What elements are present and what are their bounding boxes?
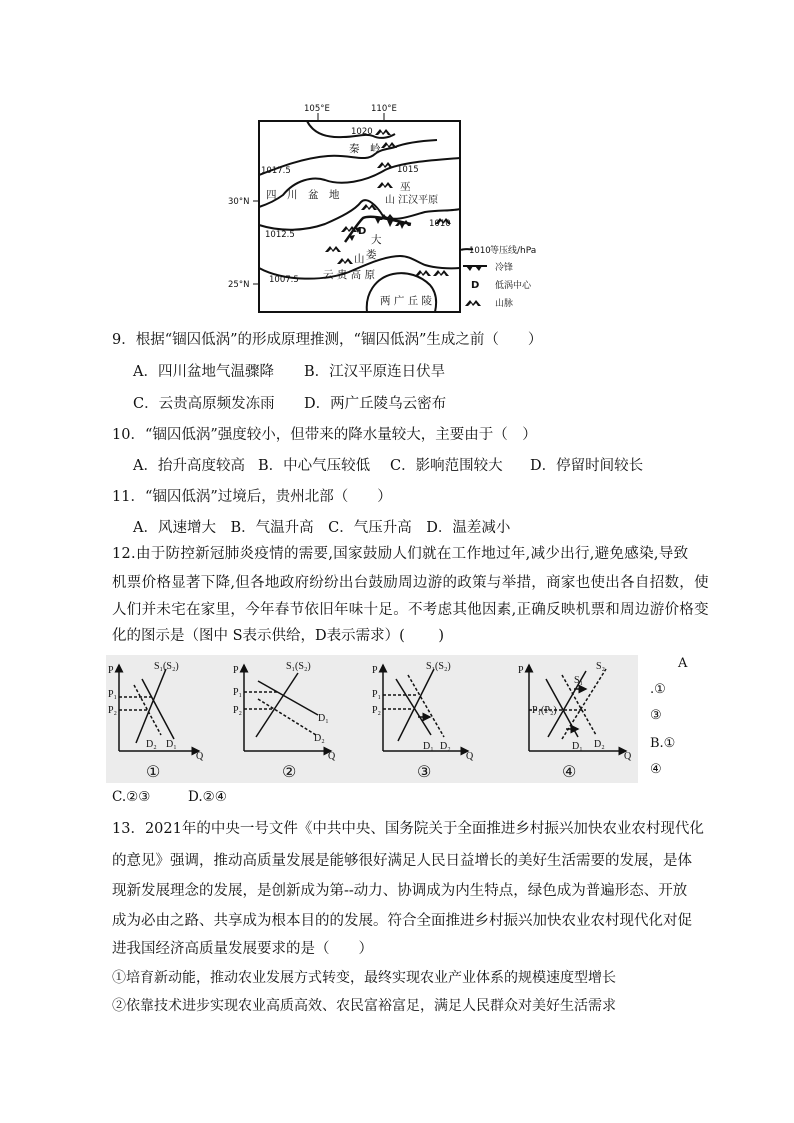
graph-number-1: ① — [146, 764, 161, 781]
isobar-label-1020: 1020 — [351, 127, 373, 137]
map-legend — [461, 244, 536, 309]
lat-label-30: 30°N — [228, 197, 250, 207]
q13-line-1: 13．2021年的中央一号文件《中共中央、国务院关于全面推进乡村振兴加快农业农村现代化 — [112, 821, 704, 837]
place-sichuan: 四 川 盆 地 — [266, 189, 340, 201]
svg-text:D₂: D₂ — [314, 733, 325, 744]
q10-option-c[interactable]: C．影响范围较大 — [390, 458, 503, 474]
q10-stem: 10．“锢囚低涡”强度较小，但带来的降水量较大，主要由于（ ） — [112, 427, 537, 443]
q11-stem: 11．“锢囚低涡”过境后，贵州北部（ ） — [112, 489, 392, 505]
svg-text:P: P — [108, 665, 114, 676]
q12-option-d[interactable]: D.②④ — [188, 789, 227, 805]
svg-text:P: P — [518, 665, 524, 676]
svg-text:P: P — [233, 665, 239, 676]
svg-text:S₁(S₂): S₁(S₂) — [286, 661, 311, 672]
svg-text:Q: Q — [466, 751, 474, 762]
svg-text:P₂: P₂ — [108, 705, 118, 716]
svg-text:P: P — [372, 665, 378, 676]
svg-text:Q: Q — [196, 751, 204, 762]
graph-number-4: ④ — [562, 764, 577, 781]
graph-number-2: ② — [282, 764, 297, 781]
q13-statement-1[interactable]: ①培育新动能，推动农业发展方式转变，最终实现农业产业体系的规模速度型增长 — [112, 970, 616, 986]
q12-line-3: 人们并未宅在家里，今年春节依旧年味十足。不考虑其他因素,正确反映机票和周边游价格变 — [112, 602, 709, 618]
svg-text:Q: Q — [328, 751, 336, 762]
svg-text:P₂: P₂ — [233, 705, 243, 716]
place-qinling: 秦 岭 — [349, 143, 381, 155]
legend-isobar-text: 等压线/hPa — [490, 246, 537, 256]
legend-mountain-text: 山脉 — [495, 299, 514, 309]
q12-side-b-4: ④ — [650, 762, 662, 777]
isobar-label-1017: 1017.5 — [261, 166, 291, 176]
q13-line-5: 进我国经济高质量发展要求的是（ ） — [112, 941, 373, 957]
svg-text:D₁: D₁ — [423, 741, 434, 752]
q11-options[interactable]: A．风速增大 B．气温升高 C．气压升高 D．温差减小 — [133, 520, 511, 536]
place-da: 大 — [371, 234, 382, 246]
legend-coldfront-text: 冷锋 — [495, 263, 514, 273]
legend-low-sample: D — [471, 280, 480, 291]
legend-isobar-sample: 1010 — [469, 246, 491, 256]
svg-text:P₁: P₁ — [233, 687, 243, 698]
place-lou: 娄 — [366, 249, 377, 261]
q13-line-2: 的意见》强调，推动高质量发展是能够很好满足人民日益增长的美好生活需要的发展，是体 — [112, 853, 692, 869]
legend-mountain-icon — [465, 300, 481, 306]
q12-option-c[interactable]: C.②③ — [112, 789, 151, 805]
lon-label-105: 105°E — [304, 104, 330, 114]
legend-low-text: 低涡中心 — [495, 281, 532, 291]
place-jianghan: 山 江汉平原 — [385, 195, 439, 206]
svg-text:P₁(P₂): P₁(P₂) — [532, 705, 557, 716]
q13-line-3: 现新发展理念的发展，是创新成为第--动力、协调成为内生特点，绿色成为普遍形态、开放 — [112, 883, 688, 899]
isobar-label-1007: 1007.5 — [269, 275, 299, 285]
graph-number-3: ③ — [417, 764, 432, 781]
svg-text:S₁(S₂): S₁(S₂) — [154, 661, 179, 672]
q10-option-b[interactable]: B．中心气压较低 — [258, 458, 371, 474]
svg-text:P₂: P₂ — [372, 705, 382, 716]
graph2-d1-curve — [258, 681, 318, 715]
isobar-label-1010: 1010 — [429, 219, 451, 229]
place-wu: 巫 — [400, 181, 411, 193]
q10-option-a[interactable]: A．抬升高度较高 — [133, 458, 245, 474]
q9-stem: 9．根据“锢囚低涡”的形成原理推测，“锢囚低涡”生成之前（ ） — [112, 332, 543, 348]
q12-side-b[interactable]: B.① — [650, 736, 676, 751]
q9-option-c[interactable]: C．云贵高原频发冻雨 — [133, 396, 275, 412]
q12-line-2: 机票价格显著下降,但各地政府纷纷出台鼓励周边游的政策与举措，商家也使出各自招数，使 — [112, 575, 709, 591]
place-lianguang: 两 广 丘 陵 — [380, 295, 433, 307]
svg-text:S₂: S₂ — [596, 661, 606, 672]
svg-text:Q: Q — [624, 751, 632, 762]
place-yungui: 云 贵 高 原 — [323, 269, 376, 281]
svg-text:S₁: S₁ — [574, 675, 584, 686]
q13-statement-2[interactable]: ②依靠技术进步实现农业高质高效、农民富裕富足，满足人民群众对美好生活需求 — [112, 998, 616, 1014]
q10-option-d[interactable]: D．停留时间较长 — [530, 458, 644, 474]
weather-map — [225, 100, 565, 320]
q9-option-d[interactable]: D．两广丘陵乌云密布 — [304, 396, 447, 412]
svg-text:S₁(S₂): S₁(S₂) — [426, 661, 451, 672]
graph1-s-curve — [136, 669, 166, 743]
supply-demand-graphs — [106, 655, 638, 783]
svg-text:D₂: D₂ — [594, 739, 605, 750]
isobar-label-1015: 1015 — [397, 165, 419, 175]
svg-text:P₁: P₁ — [108, 689, 118, 700]
svg-text:P₁: P₁ — [372, 689, 382, 700]
q12-side-a-1: .① — [650, 682, 666, 697]
q12-side-a[interactable]: A — [678, 656, 688, 671]
q13-line-4: 成为必由之路、共享成为根本目的的发展。符合全面推进乡村振兴加快农业农村现代化对促 — [112, 913, 692, 929]
q9-option-a[interactable]: A．四川盆地气温骤降 — [133, 364, 274, 380]
svg-text:D₂: D₂ — [146, 739, 157, 750]
lon-label-110: 110°E — [371, 104, 397, 114]
svg-text:D₁: D₁ — [166, 739, 177, 750]
svg-text:D₁: D₁ — [318, 713, 329, 724]
low-center-symbol: D — [358, 226, 367, 237]
q12-line-4: 化的图示是（图中 S表示供给，D表示需求）( ) — [112, 628, 445, 644]
q12-side-a-3: ③ — [650, 708, 662, 723]
lat-label-25: 25°N — [228, 280, 250, 290]
svg-text:D₂: D₂ — [440, 741, 451, 752]
q9-option-b[interactable]: B．江汉平原连日伏旱 — [304, 364, 446, 380]
graph2-d2-curve — [258, 699, 316, 735]
isobar-label-1012: 1012.5 — [265, 230, 295, 240]
q12-line-1: 12.由于防控新冠肺炎疫情的需要,国家鼓励人们就在工作地过年,减少出行,避免感染,导致 — [112, 546, 689, 562]
svg-text:D₁: D₁ — [572, 741, 583, 752]
place-shan: 山 — [354, 253, 365, 265]
